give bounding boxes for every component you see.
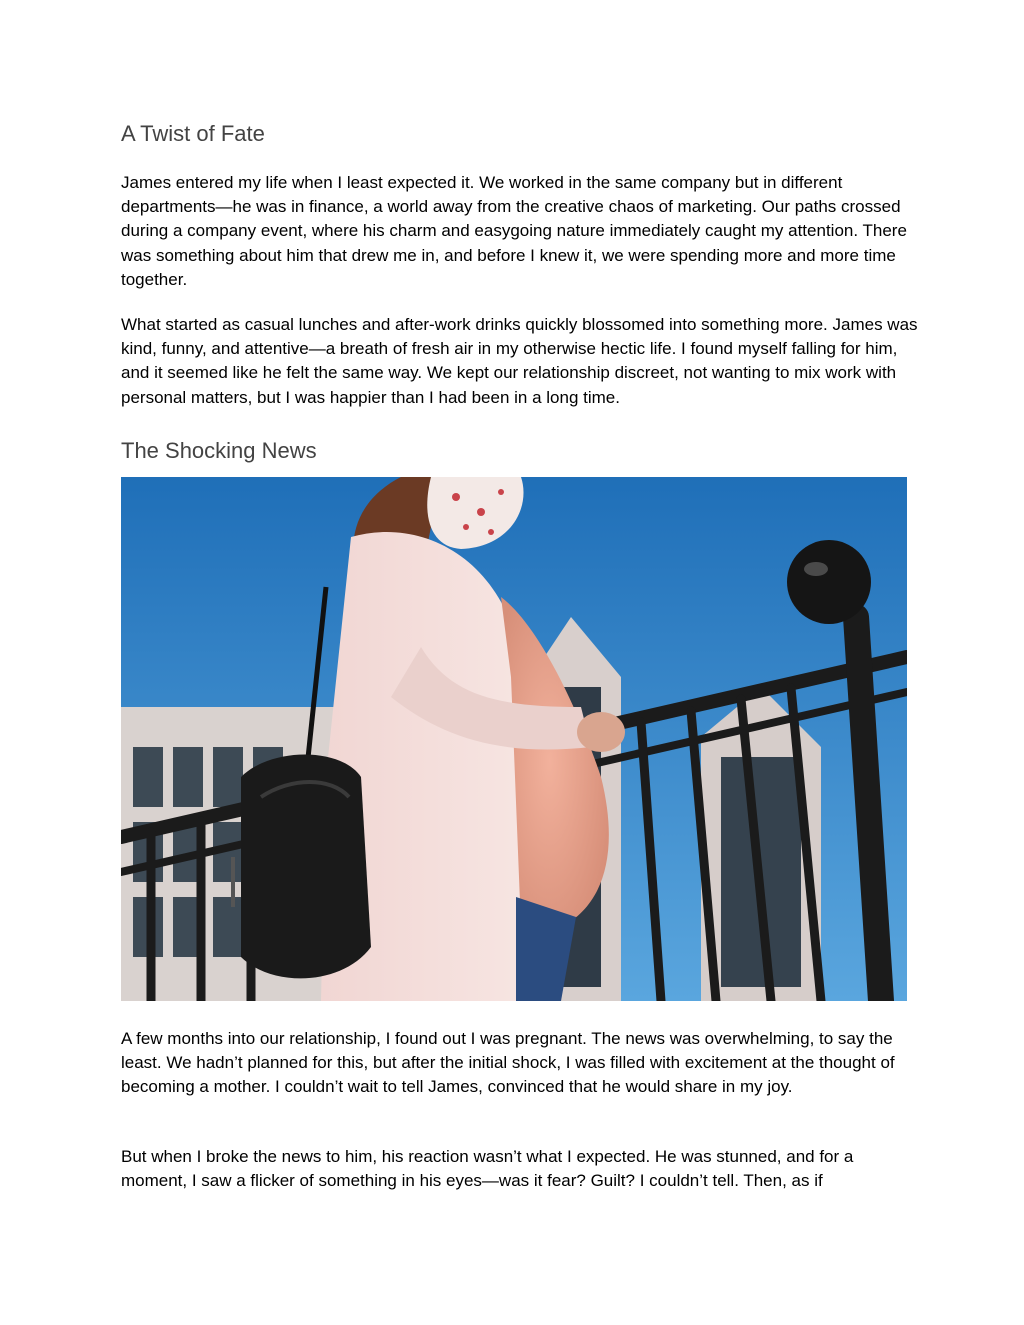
section-heading-shocking-news: The Shocking News: [121, 438, 317, 463]
section-heading-twist-of-fate: A Twist of Fate: [121, 121, 265, 146]
pregnant-woman-photo: [121, 477, 907, 1001]
paragraph-4: But when I broke the news to him, his reaction wasn’t what I expected. He was stunned, and for a moment, I saw a flicker of something in his eyes—was it fear? Guilt? I couldn’t tell. Then, as if: [121, 1147, 854, 1191]
paragraph-2: What started as casual lunches and after-work drinks quickly blossomed into something more. James was kind, funny, and attentive—a breath of fresh air in my otherwise hectic life. I found myself falling for him, and it seemed like he felt the same way. We kept our relationship discreet, not wanting to mix work with personal matters, but I was happier than I had been in a long time.: [121, 315, 918, 407]
paragraph-3: A few months into our relationship, I found out I was pregnant. The news was overwhelming, to say the least. We hadn’t planned for this, but after the initial shock, I was filled with excitement at the thought of becoming a mother. I couldn’t wait to tell James, convinced that he would share in my joy.: [121, 1029, 895, 1097]
paragraph-1: James entered my life when I least expected it. We worked in the same company but in different departments—he was in finance, a world away from the creative chaos of marketing. Our paths crossed during a company event, where his charm and easygoing nature immediately caught my attention. There was something about him that drew me in, and before I knew it, we were spending more and more time together.: [121, 173, 907, 289]
